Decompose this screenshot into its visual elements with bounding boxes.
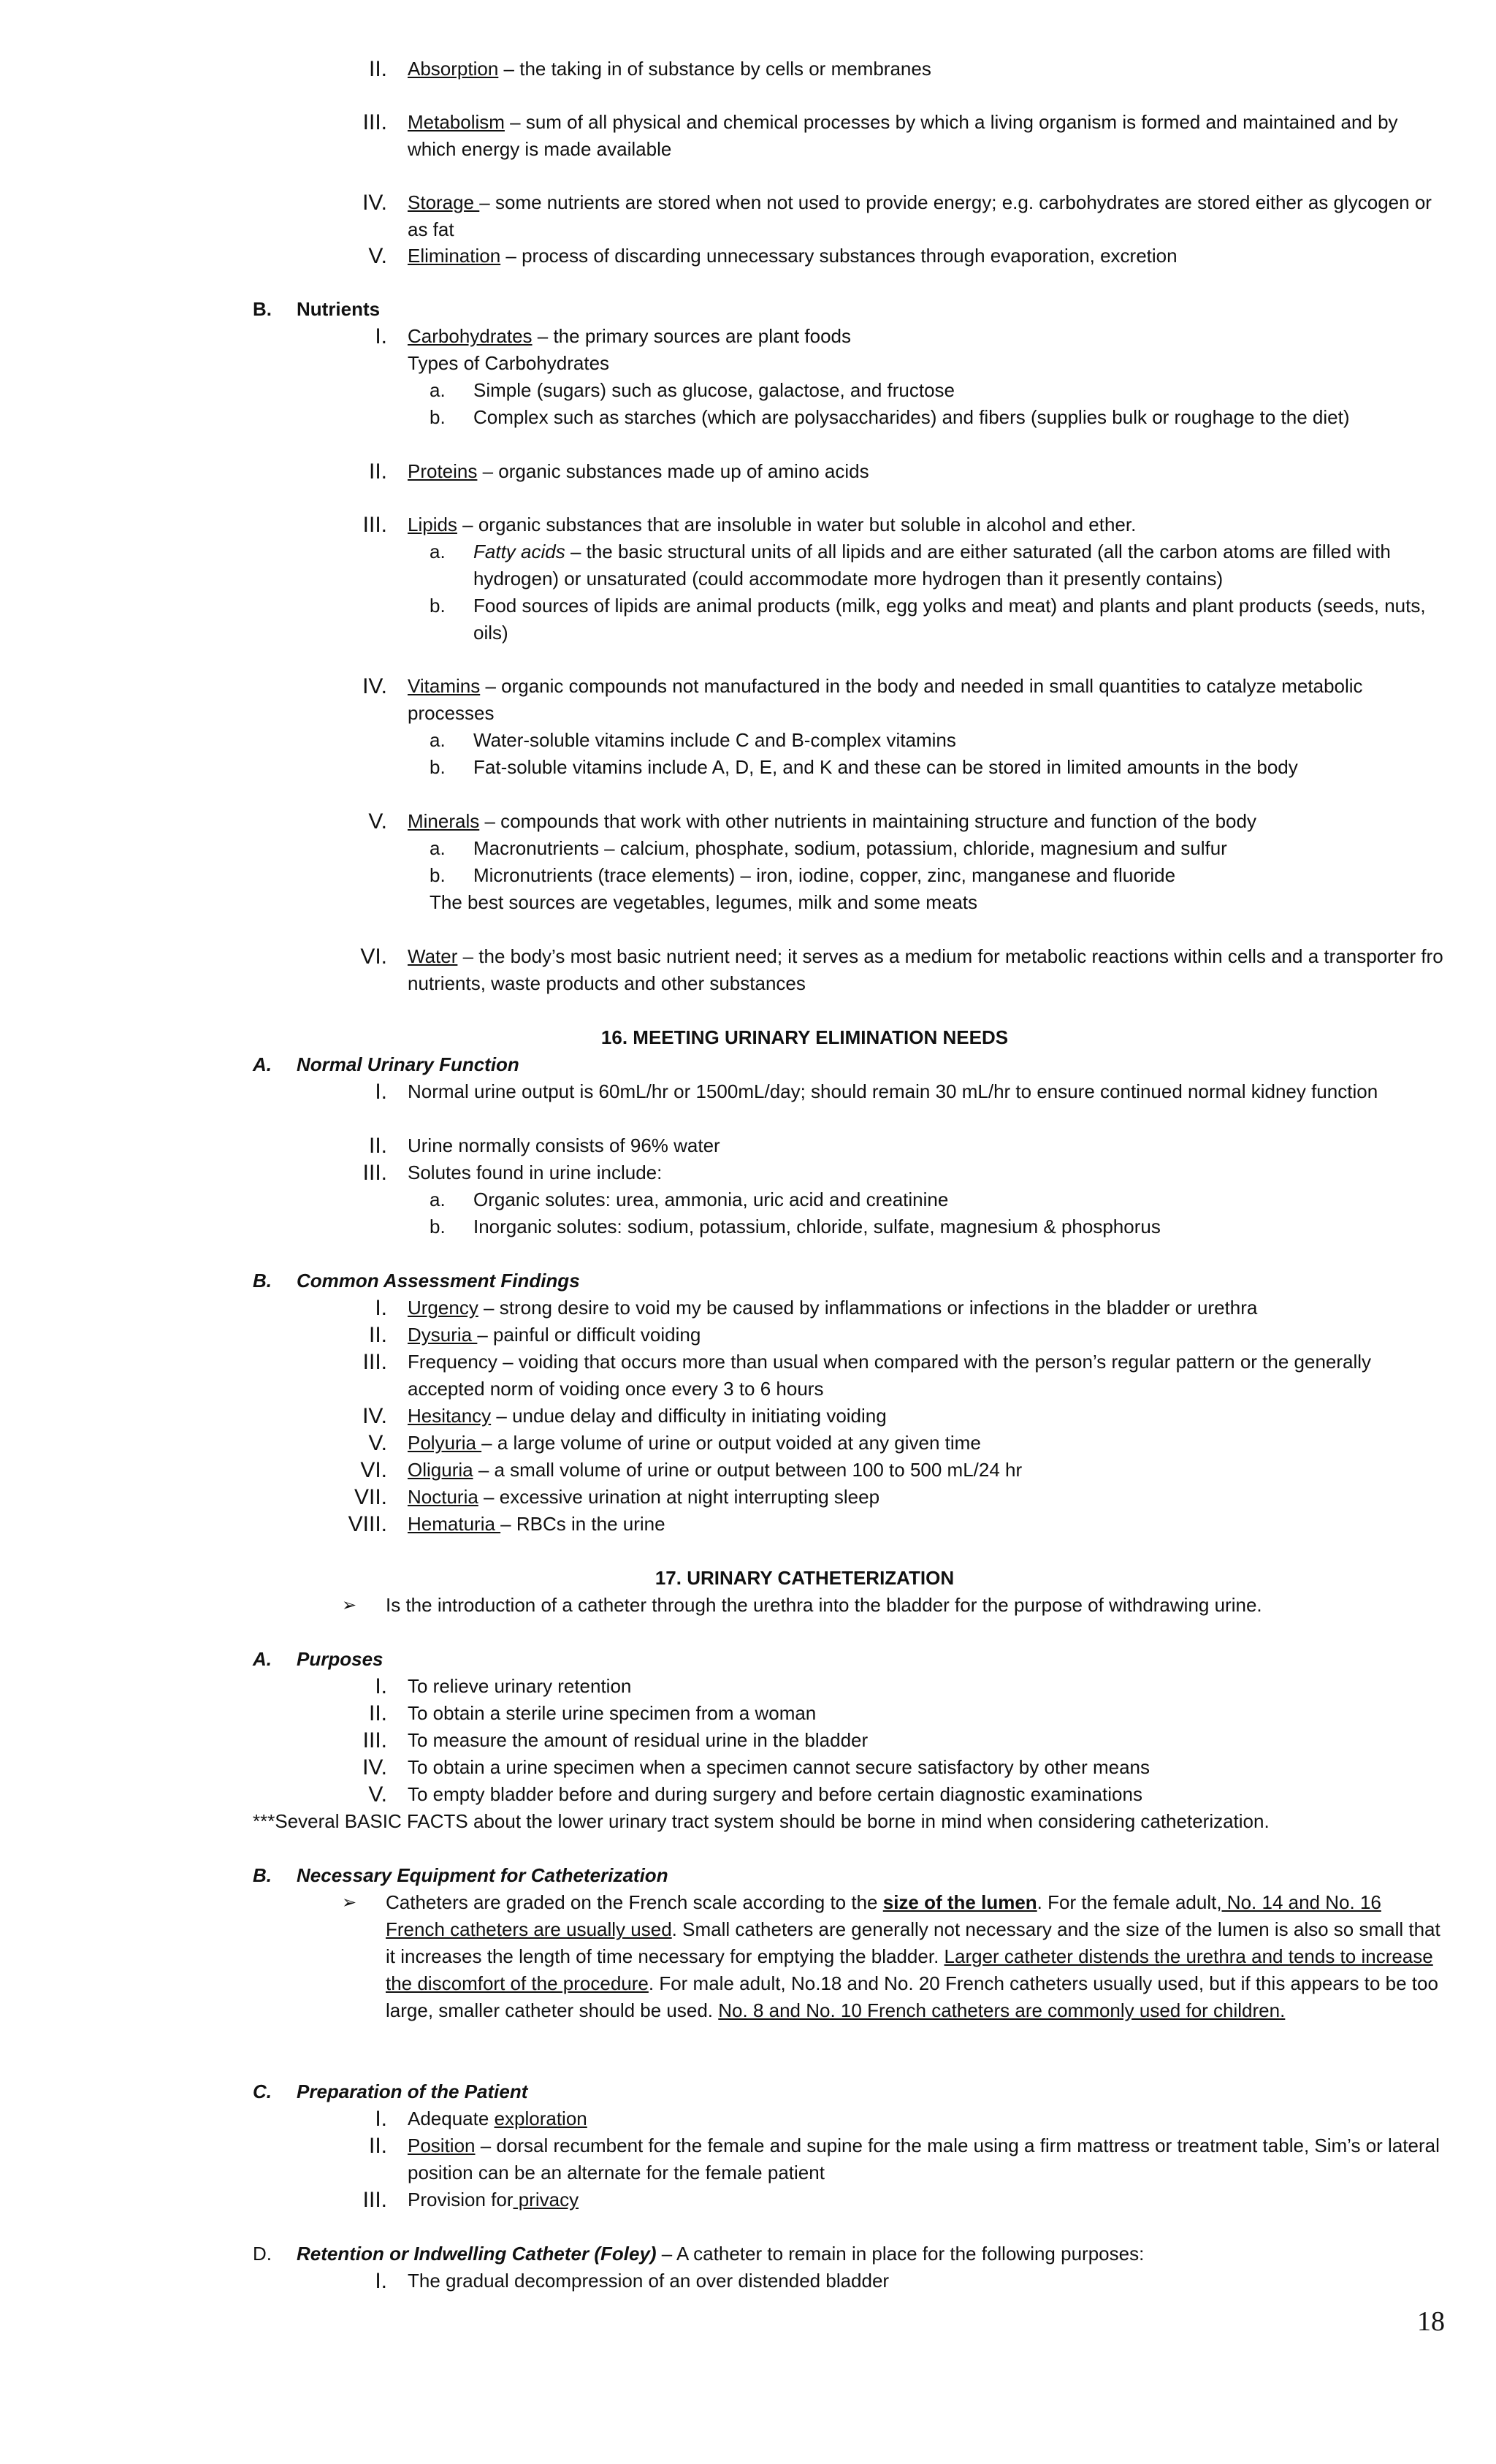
section-title: Purposes bbox=[297, 1648, 383, 1670]
text-run: . Small catheters are generally not necessary and the size of the lumen is also so small that it increases the length of time necessary for emptying the bladder. bbox=[386, 1918, 1440, 1967]
section-description: – A catheter to remain in place for the following purposes: bbox=[656, 2243, 1145, 2265]
list-item-text bbox=[408, 1349, 1445, 1403]
arrow-bullet-icon: ➢ bbox=[342, 1893, 357, 1912]
roman-numeral: II. bbox=[368, 2134, 387, 2158]
alpha-marker: b. bbox=[430, 406, 446, 428]
list-item-text bbox=[408, 109, 1445, 163]
list-item-text: To obtain a sterile urine specimen from a woman bbox=[408, 1702, 817, 1724]
term: Urgency bbox=[408, 1297, 478, 1319]
list-item-text bbox=[408, 243, 1445, 270]
term: Hesitancy bbox=[408, 1405, 492, 1427]
list-item-text bbox=[408, 511, 1445, 538]
roman-numeral: IV. bbox=[362, 1755, 387, 1780]
roman-numeral: I. bbox=[375, 1080, 387, 1104]
roman-numeral: II. bbox=[368, 459, 387, 484]
term: Carbohydrates bbox=[408, 325, 533, 347]
text-run: Adequate bbox=[408, 2108, 495, 2129]
list-item-text: Normal urine output is 60mL/hr or 1500mL/day; should remain 30 mL/hr to ensure continued normal kidney function bbox=[408, 1080, 1378, 1102]
roman-numeral: III. bbox=[362, 513, 387, 537]
roman-numeral: VI. bbox=[360, 1458, 387, 1482]
list-item-text bbox=[408, 1294, 1445, 1321]
note-text: The best sources are vegetables, legumes, milk and some meats bbox=[430, 891, 978, 913]
definition: – a large volume of urine or output voided at any given time bbox=[481, 1432, 981, 1454]
list-item-text bbox=[408, 808, 1445, 835]
list-item-text bbox=[408, 458, 1445, 485]
list-item-text bbox=[408, 1457, 1445, 1484]
roman-numeral: V. bbox=[368, 244, 387, 268]
text-run: Provision for bbox=[408, 2189, 514, 2211]
roman-numeral: V. bbox=[368, 1431, 387, 1455]
term: Storage bbox=[408, 191, 480, 213]
term: Hematuria bbox=[408, 1513, 501, 1535]
sub-list-text: Macronutrients – calcium, phosphate, sodium, potassium, chloride, magnesium and sulfur bbox=[473, 837, 1227, 859]
section-17-title: 17. URINARY CATHETERIZATION bbox=[654, 1567, 955, 1589]
list-item-text bbox=[408, 2132, 1445, 2186]
definition: – a small volume of urine or output between 100 to 500 mL/24 hr bbox=[473, 1459, 1023, 1481]
list-item-text: To relieve urinary retention bbox=[408, 1675, 632, 1697]
roman-numeral: II. bbox=[368, 1701, 387, 1725]
section-letter: C. bbox=[253, 2080, 272, 2102]
definition: – sum of all physical and chemical processes by which a living organism is formed and maintained and by which energy is made available bbox=[408, 111, 1398, 160]
term: Metabolism bbox=[408, 111, 505, 133]
bullet-text: Is the introduction of a catheter through the urethra into the bladder for the purpose of withdrawing urine. bbox=[386, 1594, 1262, 1616]
roman-numeral: I. bbox=[375, 324, 387, 348]
term: Absorption bbox=[408, 58, 499, 80]
definition: – the basic structural units of all lipids and are either saturated (all the carbon atoms are filled with hydrogen) or unsaturated (could accommodate more hydrogen than it presently contains) bbox=[473, 541, 1391, 590]
list-item-text bbox=[408, 323, 1445, 350]
basic-facts-note: ***Several BASIC FACTS about the lower urinary tract system should be borne in mind when considering catheterization. bbox=[253, 1810, 1270, 1832]
term: Position bbox=[408, 2135, 476, 2156]
alpha-marker: a. bbox=[430, 729, 446, 751]
list-item-text: Urine normally consists of 96% water bbox=[408, 1134, 720, 1156]
sub-list-text: Micronutrients (trace elements) – iron, iodine, copper, zinc, manganese and fluoride bbox=[473, 864, 1176, 886]
term: Water bbox=[408, 945, 458, 967]
term: Vitamins bbox=[408, 675, 481, 697]
alpha-marker: a. bbox=[430, 1189, 446, 1210]
definition: – organic compounds not manufactured in the body and needed in small quantities to catalyze metabolic processes bbox=[408, 675, 1363, 724]
definition: – excessive urination at night interrupting sleep bbox=[478, 1486, 880, 1508]
text-run: , No. 14 and No. 16 French catheters are usually used bbox=[386, 1891, 1381, 1940]
definition: – the primary sources are plant foods bbox=[532, 325, 851, 347]
list-item-text bbox=[408, 56, 1445, 83]
section-letter: D. bbox=[253, 2243, 272, 2265]
term: Lipids bbox=[408, 514, 457, 535]
roman-numeral: I. bbox=[375, 2107, 387, 2131]
alpha-marker: a. bbox=[430, 541, 446, 562]
roman-numeral: I. bbox=[375, 1674, 387, 1698]
sub-list-text: Inorganic solutes: sodium, potassium, chloride, sulfate, magnesium & phosphorus bbox=[473, 1216, 1161, 1237]
roman-numeral: I. bbox=[375, 1296, 387, 1320]
definition: – the body’s most basic nutrient need; it serves as a medium for metabolic reactions within cells and a transporter fro nutrients, waste products and other substances bbox=[408, 945, 1443, 994]
equipment-paragraph bbox=[386, 1889, 1445, 2024]
list-item-text: To empty bladder before and during surgery and before certain diagnostic examinations bbox=[408, 1783, 1142, 1805]
roman-numeral: III. bbox=[362, 1350, 387, 1374]
list-item-text: To obtain a urine specimen when a specimen cannot secure satisfactory by other means bbox=[408, 1756, 1150, 1778]
sub-list-text bbox=[473, 538, 1445, 592]
text-run: size of the lumen bbox=[882, 1891, 1037, 1913]
list-item-text bbox=[408, 2105, 1445, 2132]
definition: – dorsal recumbent for the female and supine for the male using a firm mattress or treatment table, Sim’s or lateral position can be an alternate for the female patient bbox=[408, 2135, 1440, 2183]
definition: – process of discarding unnecessary substances through evaporation, excretion bbox=[500, 245, 1178, 267]
roman-numeral: IV. bbox=[362, 674, 387, 698]
section-title: Common Assessment Findings bbox=[297, 1270, 580, 1292]
list-item-text bbox=[408, 943, 1445, 997]
list-item-text bbox=[408, 673, 1445, 727]
text-run: . For male adult, No.18 and No. 20 French catheters usually used, but if this appears to be too large, smaller catheter should be used. bbox=[386, 1972, 1438, 2021]
sub-list-text: Complex such as starches (which are polysaccharides) and fibers (supplies bulk or roughage to the diet) bbox=[473, 406, 1350, 428]
alpha-marker: b. bbox=[430, 1216, 446, 1237]
term: privacy bbox=[513, 2189, 579, 2211]
section-letter: B. bbox=[253, 1864, 272, 1886]
section-title: Necessary Equipment for Catheterization bbox=[297, 1864, 668, 1886]
alpha-marker: b. bbox=[430, 595, 446, 617]
section-title: Normal Urinary Function bbox=[297, 1053, 519, 1075]
sub-list-text: Food sources of lipids are animal products (milk, egg yolks and meat) and plants and plant products (seeds, nuts, oils) bbox=[473, 595, 1426, 644]
list-item-text: Solutes found in urine include: bbox=[408, 1162, 663, 1183]
roman-numeral: VIII. bbox=[348, 1512, 387, 1536]
sub-list-text: Simple (sugars) such as glucose, galactose, and fructose bbox=[473, 379, 955, 401]
section-title: Nutrients bbox=[297, 298, 381, 320]
definition: – the taking in of substance by cells or membranes bbox=[498, 58, 931, 80]
alpha-marker: b. bbox=[430, 864, 446, 886]
roman-numeral: VII. bbox=[354, 1485, 387, 1509]
roman-numeral: III. bbox=[362, 1161, 387, 1185]
alpha-marker: a. bbox=[430, 379, 446, 401]
list-item-text bbox=[408, 2186, 1445, 2213]
sub-list-text: Organic solutes: urea, ammonia, uric acid and creatinine bbox=[473, 1189, 949, 1210]
list-item-text bbox=[408, 1430, 1445, 1457]
roman-numeral: I. bbox=[375, 2269, 387, 2293]
section-title: Preparation of the Patient bbox=[297, 2080, 528, 2102]
definition: – strong desire to void my be caused by inflammations or infections in the bladder or urethra bbox=[478, 1297, 1258, 1319]
roman-numeral: II. bbox=[368, 1323, 387, 1347]
text-run: Catheters are graded on the French scale according to the bbox=[386, 1891, 883, 1913]
section-d-text bbox=[297, 2240, 1144, 2267]
arrow-bullet-icon: ➢ bbox=[342, 1595, 357, 1615]
roman-numeral: II. bbox=[368, 1134, 387, 1158]
definition: – organic substances made up of amino acids bbox=[477, 460, 869, 482]
section-title: Retention or Indwelling Catheter (Foley) bbox=[297, 2243, 657, 2265]
page-number: 18 bbox=[1417, 2306, 1445, 2337]
section-letter: B. bbox=[253, 298, 272, 320]
section-letter: B. bbox=[253, 1270, 272, 1292]
roman-numeral: III. bbox=[362, 110, 387, 134]
section-letter: A. bbox=[253, 1648, 272, 1670]
term: Dysuria bbox=[408, 1324, 478, 1346]
sub-list-text: Fat-soluble vitamins include A, D, E, and K and these can be stored in limited amounts in the body bbox=[473, 756, 1298, 778]
definition: Frequency – voiding that occurs more than usual when compared with the person’s regular pattern or the generally accepted norm of voiding once every 3 to 6 hours bbox=[408, 1351, 1372, 1400]
list-item-text bbox=[408, 189, 1445, 243]
list-item-text: The gradual decompression of an over distended bladder bbox=[408, 2270, 890, 2292]
definition: – undue delay and difficulty in initiating voiding bbox=[491, 1405, 887, 1427]
term: Minerals bbox=[408, 810, 480, 832]
roman-numeral: II. bbox=[368, 57, 387, 81]
roman-numeral: V. bbox=[368, 1782, 387, 1807]
definition: – painful or difficult voiding bbox=[477, 1324, 701, 1346]
definition: – RBCs in the urine bbox=[500, 1513, 665, 1535]
term: Oliguria bbox=[408, 1459, 473, 1481]
sub-list-text: Water-soluble vitamins include C and B-complex vitamins bbox=[473, 729, 956, 751]
list-item-text bbox=[408, 1321, 1445, 1349]
roman-numeral: VI. bbox=[360, 945, 387, 969]
roman-numeral: III. bbox=[362, 1728, 387, 1752]
text-run: . For the female adult bbox=[1037, 1891, 1217, 1913]
term: Nocturia bbox=[408, 1486, 478, 1508]
list-item-text bbox=[408, 1511, 1445, 1538]
roman-numeral: V. bbox=[368, 809, 387, 834]
alpha-marker: a. bbox=[430, 837, 446, 859]
term: exploration bbox=[494, 2108, 587, 2129]
definition: – organic substances that are insoluble in water but soluble in alcohol and ether. bbox=[457, 514, 1137, 535]
term: Proteins bbox=[408, 460, 478, 482]
list-item-text bbox=[408, 1484, 1445, 1511]
list-item-text: To measure the amount of residual urine in the bladder bbox=[408, 1729, 869, 1751]
section-16-title: 16. MEETING URINARY ELIMINATION NEEDS bbox=[600, 1026, 1009, 1048]
list-item-text bbox=[408, 1403, 1445, 1430]
term: Polyuria bbox=[408, 1432, 482, 1454]
roman-numeral: IV. bbox=[362, 1404, 387, 1428]
roman-numeral: IV. bbox=[362, 191, 387, 215]
definition: – compounds that work with other nutrients in maintaining structure and function of the body bbox=[479, 810, 1256, 832]
definition: – some nutrients are stored when not used to provide energy; e.g. carbohydrates are stored either as glycogen or as fat bbox=[408, 191, 1432, 240]
text-run: No. 8 and No. 10 French catheters are commonly used for children. bbox=[718, 1999, 1286, 2021]
sub-heading: Types of Carbohydrates bbox=[408, 352, 610, 374]
text-run: Larger catheter distends the urethra and tends to increase the discomfort of the procedure bbox=[386, 1945, 1433, 1994]
roman-numeral: III. bbox=[362, 2188, 387, 2212]
alpha-marker: b. bbox=[430, 756, 446, 778]
term: Elimination bbox=[408, 245, 501, 267]
section-letter: A. bbox=[253, 1053, 272, 1075]
term: Fatty acids bbox=[473, 541, 565, 562]
